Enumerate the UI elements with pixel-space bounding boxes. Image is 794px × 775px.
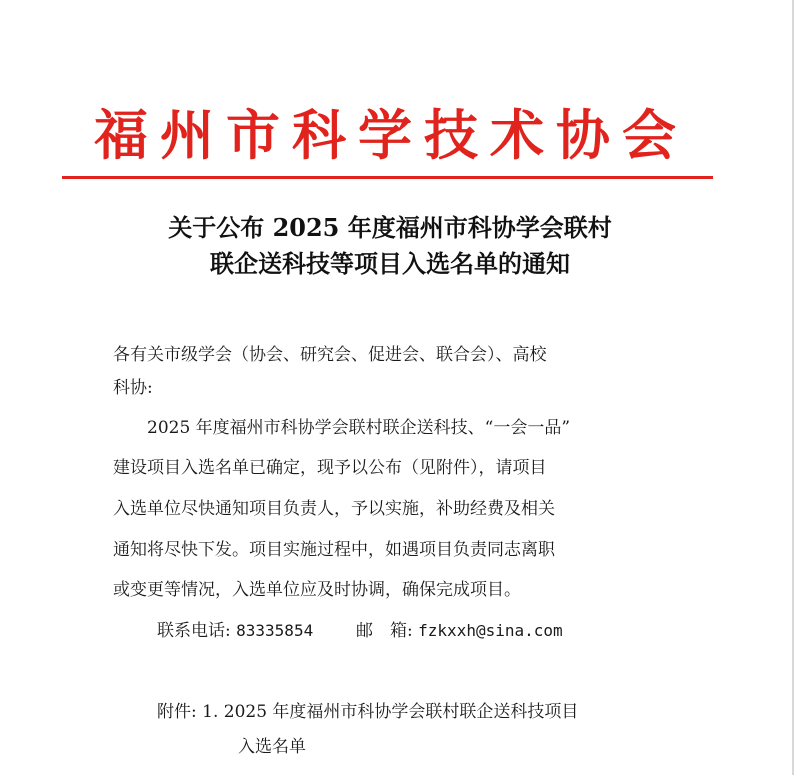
mail-label: 邮 箱: [356, 621, 413, 641]
notice-title-line-1: 关于公布 2025 年度福州市科协学会联村 [168, 213, 612, 242]
attachment-line-1: 附件: 1. 2025 年度福州市科协学会联村联企送科技项目 [157, 702, 579, 722]
contact-line [157, 616, 563, 646]
mail-address: fzkxxh@sina.com [418, 621, 563, 640]
paragraph-line-4: 通知将尽快下发。项目实施过程中，如遇项目负责同志离职 [113, 540, 555, 560]
paragraph-line-5: 或变更等情况，入选单位应及时协调，确保完成项目。 [113, 580, 521, 600]
paragraph-line-2: 建设项目入选名单已确定，现予以公布（见附件），请项目 [113, 458, 547, 478]
notice-title [60, 210, 720, 282]
salutation-line-2: 科协: [113, 378, 153, 398]
notice-title-line-2: 联企送科技等项目入选名单的通知 [210, 249, 570, 278]
masthead-org-name: 福州市科学技术协会 [94, 103, 688, 167]
paragraph-line-3: 入选单位尽快通知项目负责人，予以实施，补助经费及相关 [113, 499, 555, 519]
phone-number: 83335854 [236, 621, 314, 640]
masthead-red-rule [62, 176, 713, 179]
salutation-line-1: 各有关市级学会（协会、研究会、促进会、联合会）、高校 [113, 345, 547, 365]
attachment-line-2: 入选名单 [238, 737, 306, 757]
phone-label: 联系电话: [157, 621, 231, 641]
paragraph-line-1: 2025 年度福州市科协学会联村联企送科技、“一会一品” [113, 418, 571, 438]
